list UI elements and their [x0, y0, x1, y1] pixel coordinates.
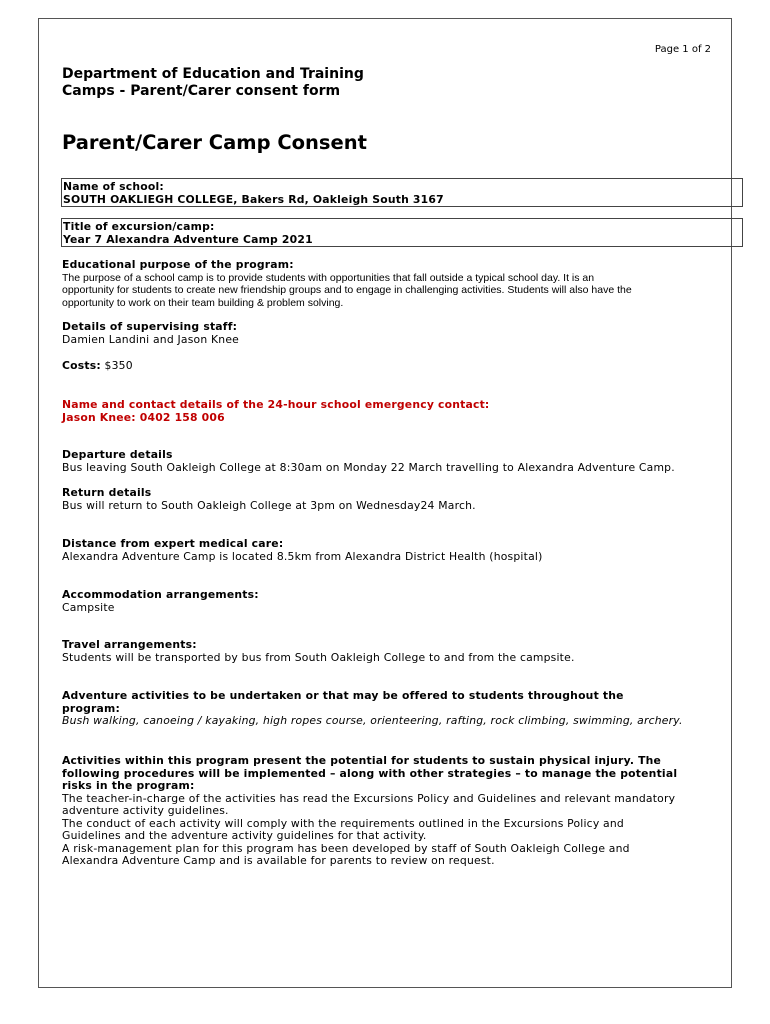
risks-label: risks in the program: [62, 779, 195, 792]
staff-value: Damien Landini and Jason Knee [62, 332, 240, 346]
travel-label: Travel arrangements: [62, 638, 197, 651]
purpose-line: opportunity for students to create new friendship groups and to engage in challenging activities. Students will also have the [62, 284, 632, 296]
risks-section [62, 755, 718, 868]
risks-body-line: Guidelines and the adventure activity guidelines for that activity. [62, 829, 427, 842]
department-name: Department of Education and Training [62, 66, 364, 82]
excursion-title-box [61, 218, 743, 247]
form-name: Camps - Parent/Carer consent form [62, 83, 341, 99]
return-value: Bus will return to South Oakleigh College at 3pm on Wednesday24 March. [62, 498, 476, 512]
departure-label: Departure details [62, 448, 173, 461]
costs-label: Costs: [62, 359, 101, 372]
travel-section [62, 639, 718, 664]
purpose-label: Educational purpose of the program: [62, 258, 294, 271]
document-page [38, 18, 732, 988]
emergency-label: Name and contact details of the 24-hour school emergency contact: [62, 398, 490, 411]
purpose-line: opportunity to work on their team building & problem solving. [62, 296, 344, 309]
purpose-section [62, 259, 718, 309]
risks-body-line: The teacher-in-charge of the activities has read the Excursions Policy and Guidelines and relevant mandatory [62, 791, 676, 805]
costs-value: $350 [100, 359, 133, 372]
risks-label: Activities within this program present the potential for students to sustain physical injury. The [62, 754, 662, 767]
school-value: SOUTH OAKLIEGH COLLEGE, Bakers Rd, Oakleigh South 3167 [63, 193, 444, 206]
accommodation-section [62, 589, 718, 614]
school-label: Name of school: [63, 180, 164, 193]
page-number: Page 1 of 2 [654, 44, 711, 55]
emergency-contact-section [62, 399, 718, 424]
return-label: Return details [62, 486, 152, 499]
departure-section [62, 449, 718, 474]
accommodation-label: Accommodation arrangements: [62, 588, 259, 601]
medical-label: Distance from expert medical care: [62, 537, 284, 550]
risks-body-line: The conduct of each activity will comply with the requirements outlined in the Excursions Policy and [62, 816, 624, 830]
risks-body-line: Alexandra Adventure Camp and is available for parents to review on request. [62, 854, 495, 867]
risks-label: following procedures will be implemented – along with other strategies – to manage the potential [62, 766, 678, 780]
return-section [62, 487, 718, 512]
department-header [62, 66, 364, 100]
activities-section [62, 690, 718, 728]
activities-label: Adventure activities to be undertaken or that may be offered to students throughout the [62, 689, 624, 702]
activities-label-cont: program: [62, 701, 120, 715]
risks-body-line: adventure activity guidelines. [62, 804, 229, 817]
medical-section [62, 538, 718, 563]
departure-value: Bus leaving South Oakleigh College at 8:30am on Monday 22 March travelling to Alexandra Adventure Camp. [62, 460, 675, 474]
staff-label: Details of supervising staff: [62, 320, 238, 333]
excursion-label: Title of excursion/camp: [63, 220, 215, 233]
emergency-value: Jason Knee: 0402 158 006 [62, 410, 225, 424]
activities-value: Bush walking, canoeing / kayaking, high ropes course, orienteering, rafting, rock climbing, swimming, archery. [62, 714, 683, 727]
accommodation-value: Campsite [62, 600, 115, 614]
medical-value: Alexandra Adventure Camp is located 8.5km from Alexandra District Health (hospital) [62, 549, 543, 563]
page-title: Parent/Carer Camp Consent [62, 131, 367, 154]
costs-section [62, 360, 718, 373]
excursion-value: Year 7 Alexandra Adventure Camp 2021 [63, 233, 313, 246]
travel-value: Students will be transported by bus from South Oakleigh College to and from the campsite. [62, 650, 575, 664]
risks-body-line: A risk-management plan for this program has been developed by staff of South Oakleigh College and [62, 841, 630, 855]
purpose-line: The purpose of a school camp is to provide students with opportunities that fall outside a typical school day. It is an [62, 271, 595, 284]
school-name-box [61, 178, 743, 207]
staff-section [62, 321, 718, 346]
